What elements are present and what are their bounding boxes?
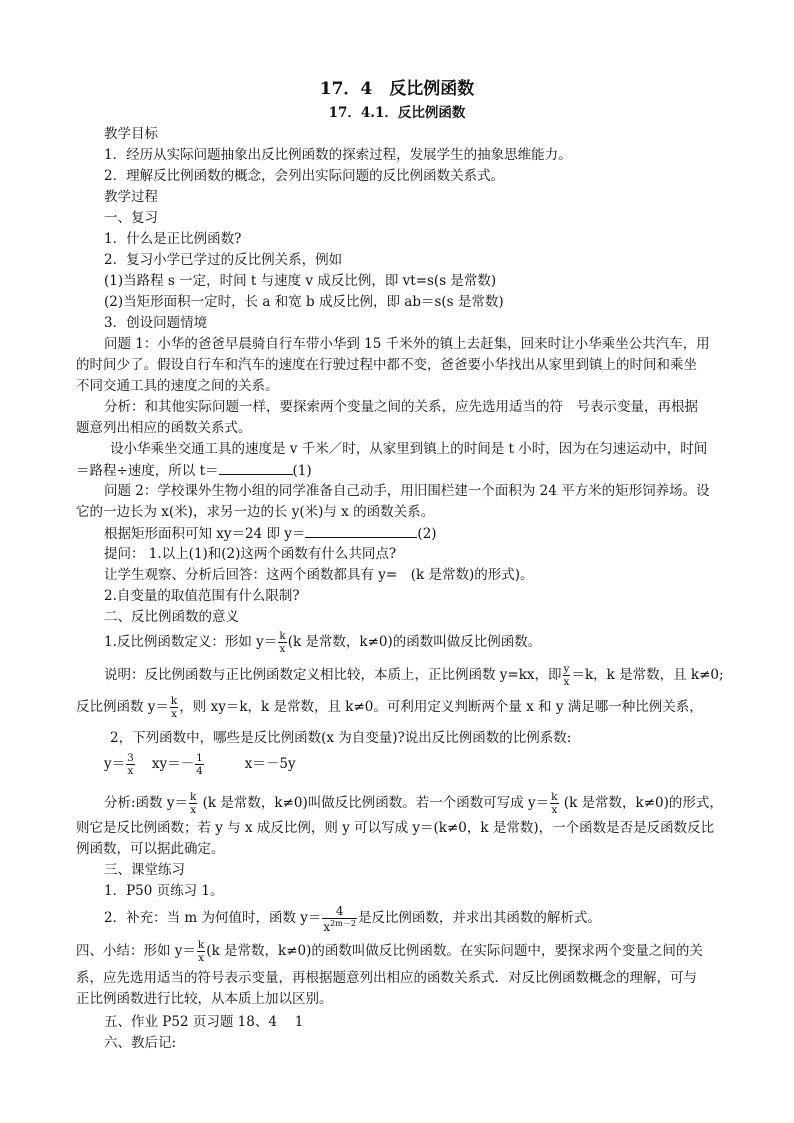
fraction-numerator: k	[551, 790, 558, 803]
fraction-k-over-x	[197, 940, 205, 964]
analysis-2-line-1: 设小华乘坐交通工具的速度是 v 千米／时，从家里到镇上的时间是 t 小时，因为在匀速运动中，时间	[110, 441, 708, 457]
goal-2: 2．理解反比例函数的概念，会列出实际问题的反比例函数关系式。	[104, 168, 505, 184]
fraction-k-over-x	[170, 696, 178, 720]
homework-line: 五、作业 P52 页习题 18、4 1	[104, 1014, 304, 1030]
problem-1-line-2: 的时间少了。假设自行车和汽车的速度在行驶过程中都不变，爸爸要小华找出从家里到镇上的时间和乘坐	[76, 357, 697, 373]
page-subtitle: 17．4.1．反比例函数	[328, 105, 466, 121]
example-2-question: 2，下列函数中，哪些是反比例函数(x 为自变量)?说出反比例函数的比例系数:	[110, 730, 572, 746]
note-text-b: ＝k，k 是常数，且 k≠0;	[571, 667, 724, 683]
power-base: x	[323, 919, 331, 934]
fraction-denominator: 4	[196, 765, 203, 777]
practice-q2	[104, 904, 766, 933]
fraction-numerator: 3	[127, 751, 134, 764]
goal-1: 1．经历从实际问题抽象出反比例函数的探索过程，发展学生的抽象思维能力。	[104, 147, 572, 163]
summary-text-a: 四、小结：形如 y＝	[76, 943, 196, 959]
fraction-4-over-x-power	[322, 905, 357, 933]
analysis-1-line-2: 题意列出相应的函数关系式。	[76, 420, 252, 436]
problem-1-line-1: 问题 1：小华的爸爸早晨骑自行车带小华到 15 千米外的镇上去赶集，回来时让小华乘坐公共汽车，用	[104, 336, 710, 352]
func-3-text: x＝－5y	[244, 756, 296, 772]
note-line-1	[104, 662, 766, 688]
fraction-denominator: x	[190, 804, 197, 816]
fraction-denominator: x	[198, 952, 205, 964]
func-1-text: y＝	[104, 756, 126, 772]
section-meaning-heading: 二、反比例函数的意义	[104, 609, 239, 625]
fraction-denominator: x	[279, 643, 286, 655]
question-line-1: 提问： 1.以上(1)和(2)这两个函数有什么共同点?	[104, 546, 397, 562]
review-example-2: (2)当矩形面积一定时，长 a 和宽 b 成反比例，即 ab＝s(s 是常数)	[104, 294, 504, 310]
answer-blank-1[interactable]	[219, 460, 293, 475]
fraction-k-over-x	[278, 631, 286, 655]
fraction-numerator: k	[197, 938, 205, 951]
reflection-line: 六、教后记:	[104, 1035, 177, 1051]
summary-line-3: 正比例函数进行比较，从本质上加以区别。	[76, 991, 333, 1007]
analysis-3-text-a: 分析:函数 y＝	[104, 795, 188, 811]
analysis-3-line-3: 例函数，可以据此确定。	[76, 841, 225, 857]
definition-text-b: (k 是常数，k≠0)的函数叫做反比例函数。	[287, 634, 542, 650]
fraction-3-over-x	[126, 753, 135, 777]
fraction-y-over-x	[563, 664, 571, 688]
fraction-numerator: 1	[196, 751, 203, 764]
note-line-2	[76, 694, 738, 720]
fraction-k-over-x	[550, 792, 558, 816]
review-q2: 2．复习小学已学过的反比例关系，例如	[104, 252, 343, 268]
fraction-k-over-x	[189, 792, 197, 816]
fraction-numerator: 4	[322, 905, 357, 919]
fraction-denominator	[322, 919, 357, 933]
fraction-numerator: k	[279, 629, 286, 642]
practice-q1: 1．P50 页练习 1。	[104, 883, 224, 899]
fraction-denominator: x	[171, 708, 178, 720]
analysis-2-line-2	[76, 460, 738, 481]
analysis-3-line-2: 则它是反比例函数；若 y 与 x 成反比例，则 y 可以写成 y＝(k≠0，k 是常数)，一个函数是否是反函数反比	[76, 820, 715, 836]
review-example-1: (1)当路程 s 一定，时间 t 与速度 v 成反比例，即 vt=s(s 是常数)	[104, 273, 497, 289]
answer-blank-2[interactable]	[305, 523, 417, 538]
practice-q2-text-a: 2．补充：当 m 为何值时，函数 y＝	[104, 910, 322, 926]
review-q3: 3．创设问题情境	[104, 315, 208, 331]
analysis-2-text: ＝路程÷速度，所以 t＝	[76, 463, 219, 479]
summary-text-b: (k 是常数，k≠0)的函数叫做反比例函数。在实际问题中，要探求两个变量之间的关	[206, 943, 703, 959]
summary-line-1	[76, 938, 738, 964]
problem-2-line-1: 问题 2：学校课外生物小组的同学准备自己动手，用旧围栏建一个面积为 24 平方米的矩形饲养场。设	[104, 483, 710, 499]
analysis-3-text-b: (k 是常数，k≠0)叫做反比例函数。若一个函数可写成 y＝	[198, 795, 550, 811]
blank-2-label: (2)	[417, 526, 437, 542]
fraction-numerator: k	[189, 790, 197, 803]
fraction-numerator: k	[170, 694, 178, 707]
definition-line	[104, 629, 766, 655]
review-q1: 1．什么是正比例函数?	[104, 231, 242, 247]
problem-1-line-3: 不同交通工具的速度之间的关系。	[76, 378, 279, 394]
fraction-denominator: x	[551, 804, 558, 816]
fraction-1-over-4	[195, 753, 204, 777]
func-2-text: xy＝－	[151, 756, 195, 772]
section-practice-heading: 三、课堂练习	[104, 862, 185, 878]
process-heading: 教学过程	[104, 189, 158, 205]
fraction-denominator: x	[563, 676, 570, 688]
problem-2-text: 根据矩形面积可知 xy＝24 即 y＝	[104, 526, 306, 542]
analysis-3-line-1	[104, 790, 766, 816]
blank-1-label: (1)	[292, 463, 312, 479]
practice-q2-text-b: 是反比例函数，并求出其函数的解析式。	[357, 910, 601, 926]
problem-2-line-3	[104, 523, 766, 544]
power-exponent: 2m－2	[330, 918, 356, 928]
note2-text-a: 反比例函数 y＝	[76, 699, 169, 715]
section-review-heading: 一、复习	[104, 210, 158, 226]
note-text-a: 说明：反比例函数与正比例函数定义相比较，本质上，正比例函数 y=kx，即	[104, 667, 562, 683]
note2-text-b: ，则 xy＝k，k 是常数，且 k≠0。可利用定义判断两个量 x 和 y 满足哪一种比例关系，	[179, 699, 703, 715]
summary-line-2: 系，应先选用适当的符号表示变量，再根据题意列出相应的函数关系式．对反比例函数概念的理解，可与	[76, 970, 697, 986]
fraction-denominator: x	[127, 765, 134, 777]
fraction-numerator: y	[563, 662, 570, 675]
problem-2-line-2: 它的一边长为 x(米)，求另一边的长 y(米)与 x 的函数关系。	[76, 504, 435, 520]
definition-text-a: 1.反比例函数定义：形如 y＝	[104, 634, 278, 650]
page-title: 17．4 反比例函数	[319, 79, 475, 99]
example-2-functions	[104, 750, 766, 778]
analysis-1-line-1: 分析：和其他实际问题一样，要探索两个变量之间的关系，应先选用适当的符 号表示变量，再根据	[104, 399, 698, 415]
goals-heading: 教学目标	[104, 126, 158, 142]
question-line-2: 让学生观察、分析后回答：这两个函数都具有 y= (k 是常数)的形式)。	[104, 567, 534, 583]
question-line-3: 2.自变量的取值范围有什么限制?	[104, 588, 300, 604]
analysis-3-text-c: (k 是常数，k≠0)的形式，	[559, 795, 723, 811]
